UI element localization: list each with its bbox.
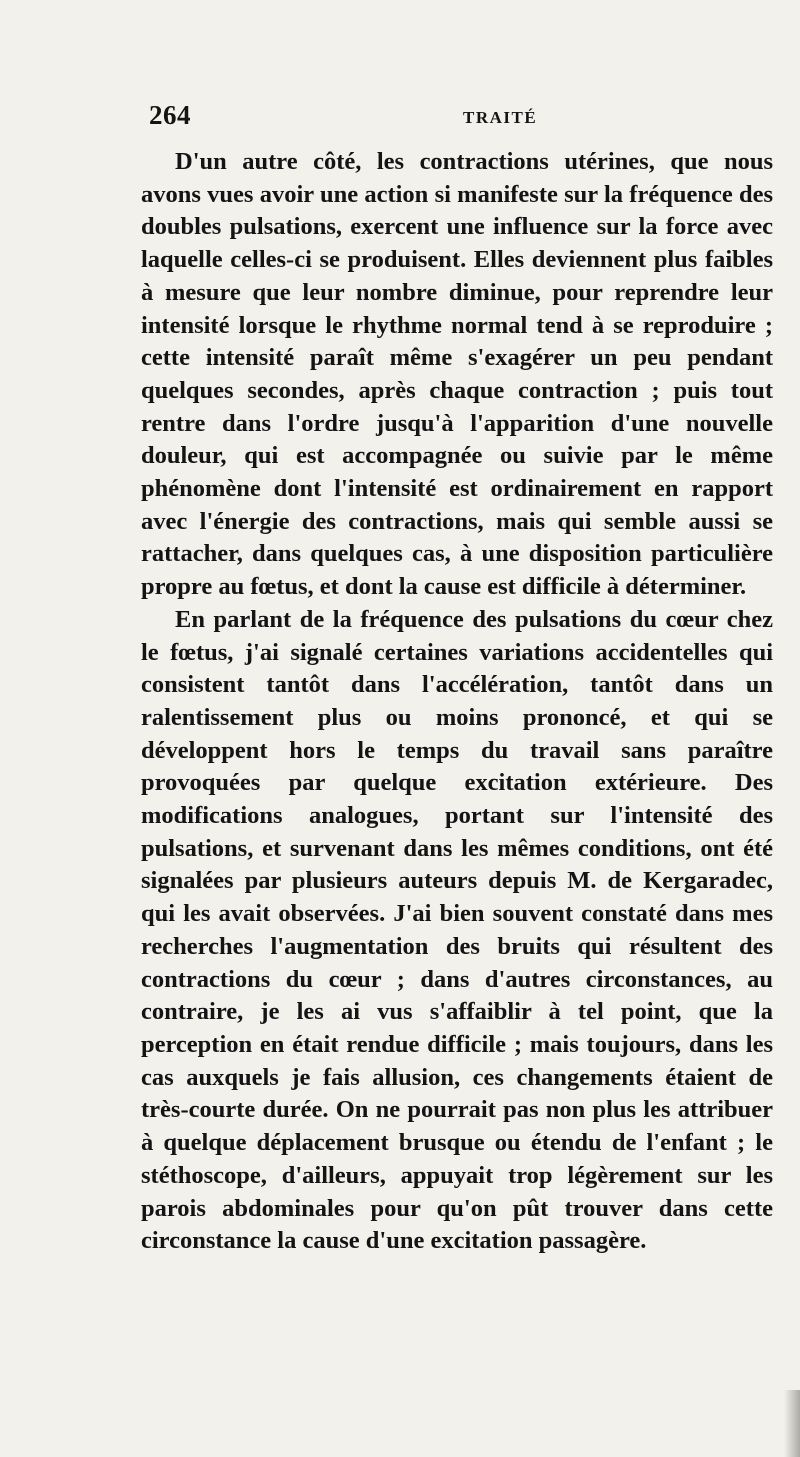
page-edge-shadow — [784, 1390, 800, 1457]
paragraph: En parlant de la fréquence des pulsations du cœur chez le fœtus, j'ai signalé certaines variations accidentelles qui consistent tantôt dans l'accélération, tantôt dans un ralentissement plus ou moins prononcé, et qui se développent hors le temps du travail sans paraître provoquées par quelque excitation extérieure. Des modifications analogues, portant sur l'intensité des pulsations, et survenant dans les mêmes conditions, ont été signalées par plusieurs auteurs depuis M. de Kergaradec, qui les avait observées. J'ai bien souvent constaté dans mes recherches l'augmentation des bruits qui résultent des contractions du cœur ; dans d'autres circonstances, au contraire, je les ai vus s'affaiblir à tel point, que la perception en était rendue difficile ; mais toujours, dans les cas auxquels je fais allusion, ces changements étaient de très-courte durée. On ne pourrait pas non plus les attribuer à quelque déplacement brusque ou étendu de l'enfant ; le stéthoscope, d'ailleurs, appuyait trop légèrement sur les parois abdominales pour qu'on pût trouver dans cette circonstance la cause d'une excitation passagère. — [141, 605, 773, 1255]
page-number: 264 — [149, 100, 191, 130]
page-header — [149, 100, 749, 136]
paragraph: D'un autre côté, les contractions utérines, que nous avons vues avoir une action si manifeste sur la fréquence des doubles pulsations, exercent une influence sur la force avec laquelle celles-ci se produisent. Elles deviennent plus faibles à mesure que leur nombre diminue, pour reprendre leur intensité lorsque le rhythme normal tend à se reproduire ; cette intensité paraît même s'exagérer un peu pendant quelques secondes, après chaque contraction ; puis tout rentre dans l'ordre jusqu'à l'apparition d'une nouvelle douleur, qui est accompagnée ou suivie par le même phénomène dont l'intensité est ordinairement en rapport avec l'énergie des contractions, mais qui semble aussi se rattacher, dans quelques cas, à une disposition particulière propre au fœtus, et dont la cause est difficile à déterminer. — [141, 148, 773, 601]
body-text — [141, 146, 773, 1258]
running-title: TRAITÉ — [463, 108, 538, 127]
